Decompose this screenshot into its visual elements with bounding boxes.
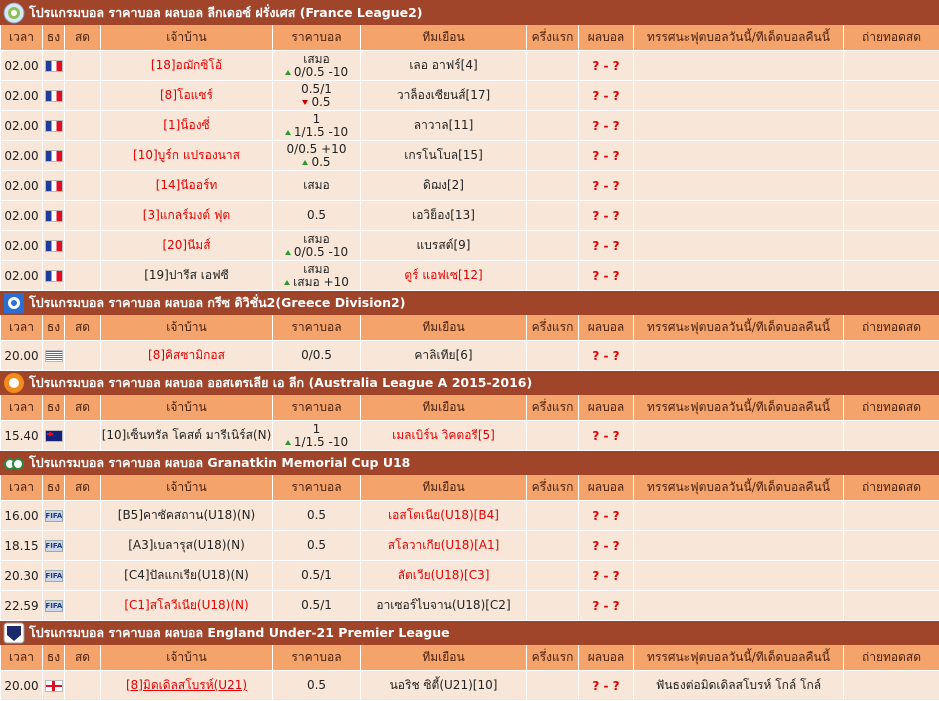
match-time: 02.00 — [1, 171, 43, 201]
col-header-price: ราคาบอล — [273, 315, 361, 341]
tips-cell[interactable] — [634, 261, 844, 291]
live-cell — [65, 421, 101, 451]
tips-cell[interactable] — [634, 421, 844, 451]
odds-value: 1/1.5 -10 — [294, 125, 348, 139]
odds-value: 0.5 — [307, 208, 326, 222]
flag-cell — [43, 671, 65, 701]
col-header-away: ทีมเยือน — [361, 395, 527, 421]
half-time-cell — [527, 591, 579, 621]
odds-line — [273, 246, 360, 259]
col-header-result: ผลบอล — [579, 25, 634, 51]
match-result: ? - ? — [579, 531, 634, 561]
away-team[interactable]: เมลเบิร์น วิคตอรี[5] — [361, 421, 527, 451]
live-cell — [65, 201, 101, 231]
arrow-up-icon — [285, 440, 291, 445]
arrow-up-icon — [285, 130, 291, 135]
match-row — [1, 501, 939, 531]
match-row — [1, 171, 939, 201]
flag-fr-icon — [45, 210, 63, 222]
col-header-tv: ถ่ายทอดสด — [844, 25, 939, 51]
odds-value: เสมอ — [303, 52, 330, 66]
col-header-flag: ธง — [43, 25, 65, 51]
arrow-up-icon — [285, 250, 291, 255]
odds-value: เสมอ — [303, 178, 330, 192]
tips-cell[interactable] — [634, 171, 844, 201]
live-tv-cell — [844, 501, 939, 531]
flag-fr-icon — [45, 90, 63, 102]
odds-value: เสมอ +10 — [293, 275, 349, 289]
col-header-half: ครึ่งแรก — [527, 395, 579, 421]
half-time-cell — [527, 671, 579, 701]
home-team[interactable]: [8]มิดเดิลสโบรห์(U21) — [101, 671, 273, 701]
column-header-row — [1, 475, 939, 501]
home-team[interactable]: [14]นีออร์ท — [101, 171, 273, 201]
flag-cell — [43, 231, 65, 261]
half-time-cell — [527, 421, 579, 451]
home-team[interactable]: [19]ปารีส เอฟซี — [101, 261, 273, 291]
col-header-away: ทีมเยือน — [361, 645, 527, 671]
col-header-live: สด — [65, 25, 101, 51]
odds-line — [273, 539, 360, 552]
home-team[interactable]: [1]น็องซี่ — [101, 111, 273, 141]
flag-cell — [43, 171, 65, 201]
odds-value: 0/0.5 — [301, 348, 332, 362]
away-team[interactable]: ลาวาล[11] — [361, 111, 527, 141]
flag-fr-icon — [45, 240, 63, 252]
col-header-away: ทีมเยือน — [361, 315, 527, 341]
flag-fr-icon — [45, 60, 63, 72]
odds-line — [273, 569, 360, 582]
odds-line — [273, 509, 360, 522]
live-tv-cell — [844, 81, 939, 111]
col-header-time: เวลา — [1, 315, 43, 341]
flag-cell — [43, 531, 65, 561]
flag-fr-icon — [45, 270, 63, 282]
league-title[interactable]: โปรแกรมบอล ราคาบอล ผลบอล ลีกเดอซ์ ฝรั่งเศส (France League2) — [29, 5, 423, 20]
flag-cell — [43, 51, 65, 81]
col-header-price: ราคาบอล — [273, 475, 361, 501]
tips-cell[interactable] — [634, 231, 844, 261]
live-tv-cell — [844, 591, 939, 621]
tips-cell[interactable] — [634, 531, 844, 561]
flag-cell — [43, 591, 65, 621]
half-time-cell — [527, 141, 579, 171]
col-header-tips: ทรรศนะฟุตบอลวันนี้/ทีเด็ดบอลคืนนี้ — [634, 395, 844, 421]
odds-cell — [273, 231, 361, 261]
odds-cell — [273, 51, 361, 81]
flag-fifa-icon: FIFA — [45, 600, 63, 612]
match-result: ? - ? — [579, 81, 634, 111]
tips-cell[interactable] — [634, 201, 844, 231]
col-header-time: เวลา — [1, 645, 43, 671]
live-tv-cell — [844, 561, 939, 591]
match-result: ? - ? — [579, 591, 634, 621]
live-tv-cell — [844, 341, 939, 371]
home-team[interactable]: [A3]เบลารุส(U18)(N) — [101, 531, 273, 561]
odds-value: 1/1.5 -10 — [294, 435, 348, 449]
granatkin-cup-logo-icon — [3, 452, 25, 474]
tips-cell[interactable] — [634, 81, 844, 111]
half-time-cell — [527, 561, 579, 591]
col-header-flag: ธง — [43, 645, 65, 671]
tips-cell[interactable] — [634, 501, 844, 531]
league-title-cell — [1, 451, 939, 475]
flag-cell — [43, 81, 65, 111]
france-league2-logo-icon — [3, 2, 25, 24]
match-row — [1, 111, 939, 141]
a-league-logo-icon — [3, 372, 25, 394]
odds-cell — [273, 111, 361, 141]
col-header-tv: ถ่ายทอดสด — [844, 395, 939, 421]
col-header-result: ผลบอล — [579, 395, 634, 421]
home-team[interactable]: [C1]สโลวีเนีย(U18)(N) — [101, 591, 273, 621]
arrow-up-icon — [285, 70, 291, 75]
odds-line — [273, 599, 360, 612]
odds-value: 0.5 — [307, 678, 326, 692]
half-time-cell — [527, 81, 579, 111]
tips-cell[interactable] — [634, 591, 844, 621]
flag-cell — [43, 111, 65, 141]
odds-line — [273, 276, 360, 289]
home-team[interactable]: [20]นีมส์ — [101, 231, 273, 261]
arrow-up-icon — [284, 280, 290, 285]
live-tv-cell — [844, 201, 939, 231]
odds-value: เสมอ — [303, 232, 330, 246]
match-result: ? - ? — [579, 111, 634, 141]
live-cell — [65, 531, 101, 561]
match-result: ? - ? — [579, 51, 634, 81]
match-result: ? - ? — [579, 341, 634, 371]
live-cell — [65, 501, 101, 531]
col-header-half: ครึ่งแรก — [527, 645, 579, 671]
half-time-cell — [527, 201, 579, 231]
col-header-live: สด — [65, 645, 101, 671]
match-result: ? - ? — [579, 671, 634, 701]
col-header-live: สด — [65, 475, 101, 501]
half-time-cell — [527, 531, 579, 561]
odds-value: 0/0.5 -10 — [294, 65, 348, 79]
odds-value: 0.5 — [307, 538, 326, 552]
flag-cell — [43, 561, 65, 591]
match-time: 18.15 — [1, 531, 43, 561]
column-header-row — [1, 25, 939, 51]
league-title[interactable]: โปรแกรมบอล ราคาบอล ผลบอล Granatkin Memorial Cup U18 — [29, 455, 410, 470]
match-time: 02.00 — [1, 201, 43, 231]
col-header-result: ผลบอล — [579, 315, 634, 341]
live-cell — [65, 591, 101, 621]
match-row — [1, 561, 939, 591]
odds-cell — [273, 421, 361, 451]
league-header — [1, 1, 939, 25]
flag-fr-icon — [45, 120, 63, 132]
match-time: 02.00 — [1, 81, 43, 111]
home-team[interactable]: [8]คิสซามิกอส — [101, 341, 273, 371]
away-team[interactable]: อาเซอร์ไบจาน(U18)[C2] — [361, 591, 527, 621]
live-cell — [65, 81, 101, 111]
flag-fifa-icon: FIFA — [45, 570, 63, 582]
col-header-time: เวลา — [1, 395, 43, 421]
col-header-live: สด — [65, 395, 101, 421]
col-header-tips: ทรรศนะฟุตบอลวันนี้/ทีเด็ดบอลคืนนี้ — [634, 645, 844, 671]
odds-value: 1 — [313, 112, 321, 126]
col-header-result: ผลบอล — [579, 475, 634, 501]
match-time: 16.00 — [1, 501, 43, 531]
match-time: 02.00 — [1, 111, 43, 141]
col-header-tips: ทรรศนะฟุตบอลวันนี้/ทีเด็ดบอลคืนนี้ — [634, 315, 844, 341]
odds-cell — [273, 341, 361, 371]
odds-value: 0/0.5 +10 — [287, 142, 347, 156]
match-result: ? - ? — [579, 171, 634, 201]
league-title[interactable]: โปรแกรมบอล ราคาบอล ผลบอล กรีซ ดิวิชั่น2(Greece Division2) — [29, 295, 405, 310]
league-title[interactable]: โปรแกรมบอล ราคาบอล ผลบอล England Under-21 Premier League — [29, 625, 450, 640]
match-result: ? - ? — [579, 201, 634, 231]
league-title-cell — [1, 1, 939, 25]
flag-cell — [43, 421, 65, 451]
greece-division2-logo-icon — [3, 292, 25, 314]
col-header-flag: ธง — [43, 475, 65, 501]
flag-cell — [43, 141, 65, 171]
match-time: 02.00 — [1, 231, 43, 261]
match-result: ? - ? — [579, 261, 634, 291]
col-header-half: ครึ่งแรก — [527, 25, 579, 51]
live-tv-cell — [844, 51, 939, 81]
tips-cell[interactable] — [634, 341, 844, 371]
live-tv-cell — [844, 141, 939, 171]
col-header-half: ครึ่งแรก — [527, 315, 579, 341]
col-header-half: ครึ่งแรก — [527, 475, 579, 501]
col-header-time: เวลา — [1, 475, 43, 501]
flag-au-icon — [45, 430, 63, 442]
match-row — [1, 671, 939, 701]
live-cell — [65, 341, 101, 371]
tips-cell[interactable] — [634, 51, 844, 81]
col-header-flag: ธง — [43, 395, 65, 421]
league-title[interactable]: โปรแกรมบอล ราคาบอล ผลบอล ออสเตรเลีย เอ ลีก (Australia League A 2015-2016) — [29, 375, 532, 390]
match-row — [1, 341, 939, 371]
league-header — [1, 371, 939, 395]
tips-cell[interactable] — [634, 141, 844, 171]
live-tv-cell — [844, 171, 939, 201]
flag-cell — [43, 341, 65, 371]
col-header-home: เจ้าบ้าน — [101, 315, 273, 341]
col-header-live: สด — [65, 315, 101, 341]
match-row — [1, 531, 939, 561]
col-header-tv: ถ่ายทอดสด — [844, 315, 939, 341]
live-cell — [65, 141, 101, 171]
odds-value: 0.5/1 — [301, 598, 332, 612]
match-result: ? - ? — [579, 141, 634, 171]
col-header-price: ราคาบอล — [273, 25, 361, 51]
col-header-price: ราคาบอล — [273, 645, 361, 671]
flag-cell — [43, 261, 65, 291]
half-time-cell — [527, 171, 579, 201]
odds-line — [273, 679, 360, 692]
odds-value: 0/0.5 -10 — [294, 245, 348, 259]
flag-fr-icon — [45, 180, 63, 192]
half-time-cell — [527, 341, 579, 371]
odds-line — [273, 349, 360, 362]
match-time: 20.00 — [1, 671, 43, 701]
match-time: 20.00 — [1, 341, 43, 371]
live-tv-cell — [844, 231, 939, 261]
col-header-tips: ทรรศนะฟุตบอลวันนี้/ทีเด็ดบอลคืนนี้ — [634, 25, 844, 51]
col-header-home: เจ้าบ้าน — [101, 25, 273, 51]
live-tv-cell — [844, 111, 939, 141]
flag-gr-icon — [45, 350, 63, 362]
live-cell — [65, 671, 101, 701]
home-team[interactable]: [8]โอแซร์ — [101, 81, 273, 111]
odds-cell — [273, 591, 361, 621]
home-team[interactable]: [10]เซ็นทรัล โคสต์ มารีเนิร์ส(N) — [101, 421, 273, 451]
england-u21-logo-icon — [3, 622, 25, 644]
half-time-cell — [527, 501, 579, 531]
odds-line — [273, 179, 360, 192]
league-title-cell — [1, 621, 939, 645]
odds-value: 0.5 — [311, 95, 330, 109]
match-row — [1, 51, 939, 81]
flag-fifa-icon: FIFA — [45, 510, 63, 522]
away-team[interactable]: สโลวาเกีย(U18)[A1] — [361, 531, 527, 561]
odds-value: 1 — [313, 422, 321, 436]
league-header — [1, 451, 939, 475]
live-cell — [65, 231, 101, 261]
match-row — [1, 231, 939, 261]
odds-cell — [273, 171, 361, 201]
odds-cell — [273, 561, 361, 591]
away-team[interactable]: ลัตเวีย(U18)[C3] — [361, 561, 527, 591]
flag-fr-icon — [45, 150, 63, 162]
league-header — [1, 621, 939, 645]
odds-value: 0.5/1 — [301, 82, 332, 96]
odds-value: 0.5 — [311, 155, 330, 169]
match-result: ? - ? — [579, 561, 634, 591]
match-row — [1, 201, 939, 231]
away-team[interactable]: คาลิเทีย[6] — [361, 341, 527, 371]
match-time: 02.00 — [1, 51, 43, 81]
home-team[interactable]: [B5]คาซัคสถาน(U18)(N) — [101, 501, 273, 531]
league-header — [1, 291, 939, 315]
odds-cell — [273, 531, 361, 561]
column-header-row — [1, 315, 939, 341]
col-header-tv: ถ่ายทอดสด — [844, 645, 939, 671]
match-time: 20.30 — [1, 561, 43, 591]
col-header-time: เวลา — [1, 25, 43, 51]
odds-line — [273, 66, 360, 79]
away-team[interactable]: แบรสต์[9] — [361, 231, 527, 261]
away-team[interactable]: เลอ อาฟร์[4] — [361, 51, 527, 81]
live-tv-cell — [844, 531, 939, 561]
away-team[interactable]: เกรโนโบล[15] — [361, 141, 527, 171]
league-title-cell — [1, 291, 939, 315]
col-header-away: ทีมเยือน — [361, 25, 527, 51]
half-time-cell — [527, 51, 579, 81]
home-team[interactable]: [3]แกลร์มงต์ ฟุต — [101, 201, 273, 231]
home-team[interactable]: [10]บูร์ก แปรองนาส — [101, 141, 273, 171]
away-team[interactable]: วาล็องเซียนส์[17] — [361, 81, 527, 111]
live-tv-cell — [844, 421, 939, 451]
col-header-home: เจ้าบ้าน — [101, 475, 273, 501]
match-time: 02.00 — [1, 261, 43, 291]
half-time-cell — [527, 111, 579, 141]
flag-en-icon — [45, 680, 63, 692]
col-header-tv: ถ่ายทอดสด — [844, 475, 939, 501]
col-header-price: ราคาบอล — [273, 395, 361, 421]
odds-cell — [273, 501, 361, 531]
col-header-result: ผลบอล — [579, 645, 634, 671]
flag-cell — [43, 501, 65, 531]
col-header-tips: ทรรศนะฟุตบอลวันนี้/ทีเด็ดบอลคืนนี้ — [634, 475, 844, 501]
odds-cell — [273, 261, 361, 291]
half-time-cell — [527, 261, 579, 291]
match-row — [1, 141, 939, 171]
live-cell — [65, 261, 101, 291]
col-header-home: เจ้าบ้าน — [101, 395, 273, 421]
tips-cell[interactable] — [634, 561, 844, 591]
odds-value: 0.5 — [307, 508, 326, 522]
match-time: 22.59 — [1, 591, 43, 621]
live-tv-cell — [844, 261, 939, 291]
live-cell — [65, 171, 101, 201]
col-header-away: ทีมเยือน — [361, 475, 527, 501]
odds-value: เสมอ — [303, 262, 330, 276]
match-result: ? - ? — [579, 231, 634, 261]
tips-cell[interactable] — [634, 111, 844, 141]
match-time: 15.40 — [1, 421, 43, 451]
home-team[interactable]: [18]อฌักซิโอ้ — [101, 51, 273, 81]
home-team[interactable]: [C4]ปัลแกเรีย(U18)(N) — [101, 561, 273, 591]
league-title-cell — [1, 371, 939, 395]
odds-cell — [273, 81, 361, 111]
odds-cell — [273, 201, 361, 231]
odds-line — [273, 436, 360, 449]
odds-line — [273, 96, 360, 109]
away-team[interactable]: เอวิย็อง[13] — [361, 201, 527, 231]
live-cell — [65, 111, 101, 141]
away-team[interactable]: นอริช ซิตี้(U21)[10] — [361, 671, 527, 701]
tips-cell[interactable]: ฟันธงต่อมิดเดิลสโบรห์ โกล์ โกล์ — [634, 671, 844, 701]
match-row — [1, 591, 939, 621]
away-team[interactable]: ตูร์ แอฟเซ[12] — [361, 261, 527, 291]
match-time: 02.00 — [1, 141, 43, 171]
odds-line — [273, 156, 360, 169]
away-team[interactable]: ดิฌง[2] — [361, 171, 527, 201]
match-result: ? - ? — [579, 421, 634, 451]
flag-fifa-icon: FIFA — [45, 540, 63, 552]
odds-cell — [273, 141, 361, 171]
match-row — [1, 261, 939, 291]
odds-line — [273, 126, 360, 139]
column-header-row — [1, 395, 939, 421]
match-row — [1, 421, 939, 451]
half-time-cell — [527, 231, 579, 261]
arrow-down-icon — [302, 100, 308, 105]
away-team[interactable]: เอสโตเนีย(U18)[B4] — [361, 501, 527, 531]
arrow-up-icon — [302, 160, 308, 165]
live-tv-cell — [844, 671, 939, 701]
odds-line — [273, 209, 360, 222]
odds-cell — [273, 671, 361, 701]
col-header-home: เจ้าบ้าน — [101, 645, 273, 671]
odds-value: 0.5/1 — [301, 568, 332, 582]
flag-cell — [43, 201, 65, 231]
live-cell — [65, 51, 101, 81]
column-header-row — [1, 645, 939, 671]
col-header-flag: ธง — [43, 315, 65, 341]
match-result: ? - ? — [579, 501, 634, 531]
match-row — [1, 81, 939, 111]
live-cell — [65, 561, 101, 591]
